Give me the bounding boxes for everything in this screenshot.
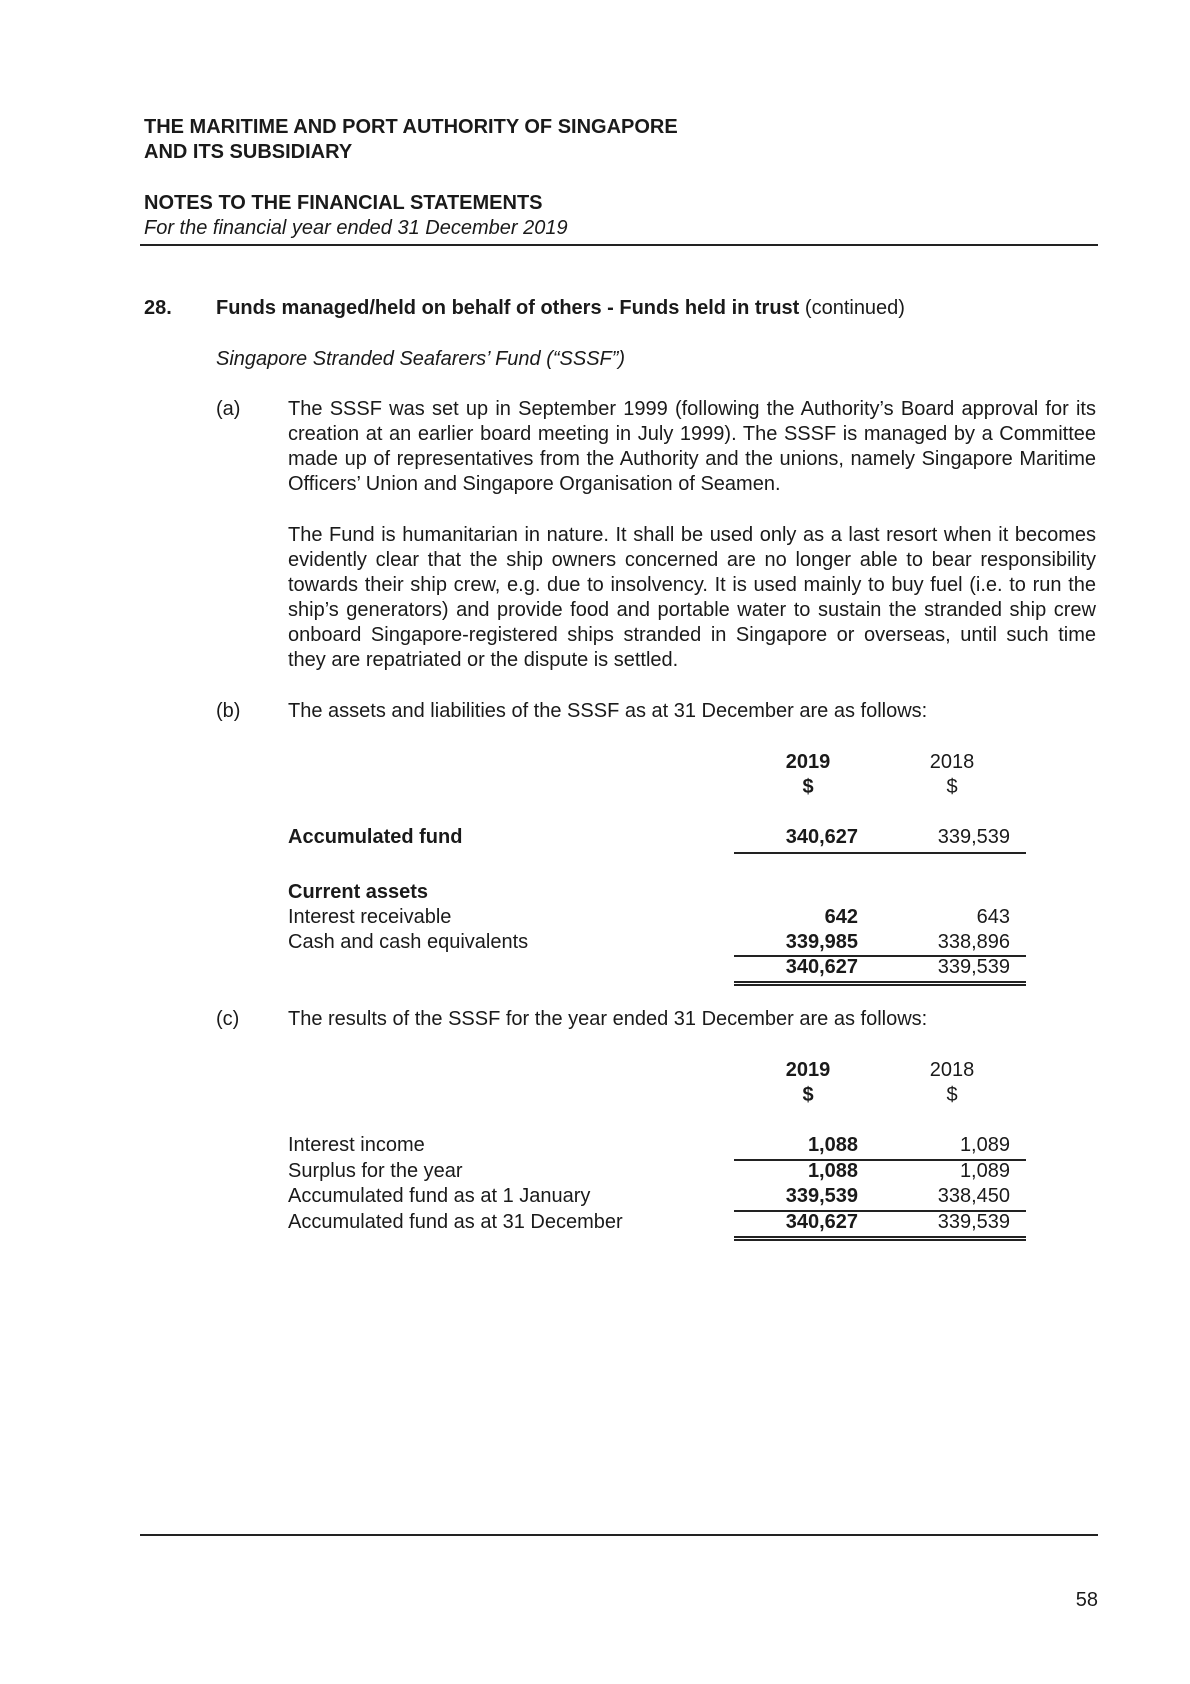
- intro-b: The assets and liabilities of the SSSF as at 31 December are as follows:: [288, 700, 928, 722]
- section-title: NOTES TO THE FINANCIAL STATEMENTS: [144, 192, 543, 214]
- accumulated-fund-2018: 339,539: [937, 826, 1010, 848]
- marker-b: (b): [216, 700, 241, 722]
- interest-income-label: Interest income: [288, 1134, 425, 1156]
- surplus-2019: 1,088: [807, 1160, 858, 1182]
- para-a1: The SSSF was set up in September 1999 (following the Authority’s Board approval for its creation at an earlier board meeting in July 1999). The SSSF is managed by a Committee made up of representatives from the Authority and the unions, namely Singapore Maritime Officers’ Union and Singapore Organisation of Seamen.: [288, 398, 1096, 495]
- opening-fund-label: Accumulated fund as at 1 January: [288, 1185, 591, 1207]
- period-subtitle: For the financial year ended 31 December 2019: [144, 217, 568, 239]
- col-2019-currency-c: $: [802, 1084, 814, 1106]
- para-a2: The Fund is humanitarian in nature. It shall be used only as a last resort when it becomes evidently clear that the ship owners concerned are no longer able to bear responsibility towards their ship crew, e.g. due to insolvency. It is used mainly to buy fuel (i.e. to run the ship’s generators) and provide food and portable water to sustain the stranded ship crew onboard Singapore-registered ships stranded in Singapore or overseas, until such time they are repatriated or the dispute is settled.: [288, 524, 1096, 671]
- interest-income-2018: 1,089: [959, 1134, 1010, 1156]
- closing-fund-2019: 340,627: [785, 1211, 858, 1233]
- accumulated-fund-2019: 340,627: [785, 826, 858, 848]
- accumulated-fund-underline: [734, 852, 1026, 854]
- cash-2018: 338,896: [937, 931, 1010, 953]
- col-2018-currency-b: $: [946, 776, 958, 798]
- org-name-line1: THE MARITIME AND PORT AUTHORITY OF SINGAPORE: [144, 116, 678, 138]
- interest-receivable-2019: 642: [824, 906, 858, 928]
- surplus-2018: 1,089: [959, 1160, 1010, 1182]
- fund-subtitle: Singapore Stranded Seafarers’ Fund (“SSSF”): [216, 348, 626, 370]
- current-assets-label: Current assets: [288, 881, 429, 903]
- footer-divider: [140, 1534, 1098, 1536]
- cash-2019: 339,985: [785, 931, 858, 953]
- header-divider: [140, 244, 1098, 246]
- note-heading: [216, 296, 905, 321]
- opening-fund-2018: 338,450: [937, 1185, 1010, 1207]
- opening-fund-2019: 339,539: [785, 1185, 858, 1207]
- assets-total-line-1: [734, 981, 1026, 983]
- marker-c: (c): [216, 1008, 240, 1030]
- interest-receivable-label: Interest receivable: [288, 906, 452, 928]
- note-title: Funds managed/held on behalf of others - Funds held in trust: [216, 297, 800, 319]
- accumulated-fund-label: Accumulated fund: [288, 826, 463, 848]
- note-title-suffix: (continued): [804, 297, 905, 319]
- col-2019-currency-b: $: [802, 776, 814, 798]
- col-2018-year-b: 2018: [929, 751, 975, 773]
- closing-fund-2018: 339,539: [937, 1211, 1010, 1233]
- col-2018-currency-c: $: [946, 1084, 958, 1106]
- note-number: 28.: [144, 297, 172, 319]
- total-assets-2018: 339,539: [937, 956, 1010, 978]
- org-name-line2: AND ITS SUBSIDIARY: [144, 141, 353, 163]
- cash-label: Cash and cash equivalents: [288, 931, 529, 953]
- col-2019-year-b: 2019: [785, 751, 831, 773]
- interest-receivable-2018: 643: [976, 906, 1010, 928]
- interest-income-2019: 1,088: [807, 1134, 858, 1156]
- results-total-line-2: [734, 1239, 1026, 1241]
- col-2018-year-c: 2018: [929, 1059, 975, 1081]
- marker-a: (a): [216, 398, 241, 420]
- surplus-label: Surplus for the year: [288, 1160, 463, 1182]
- intro-c: The results of the SSSF for the year ended 31 December are as follows:: [288, 1008, 928, 1030]
- col-2019-year-c: 2019: [785, 1059, 831, 1081]
- closing-fund-label: Accumulated fund as at 31 December: [288, 1211, 623, 1233]
- total-assets-2019: 340,627: [785, 956, 858, 978]
- page-number: 58: [1075, 1589, 1098, 1611]
- assets-total-line-2: [734, 984, 1026, 986]
- results-total-line-1: [734, 1236, 1026, 1238]
